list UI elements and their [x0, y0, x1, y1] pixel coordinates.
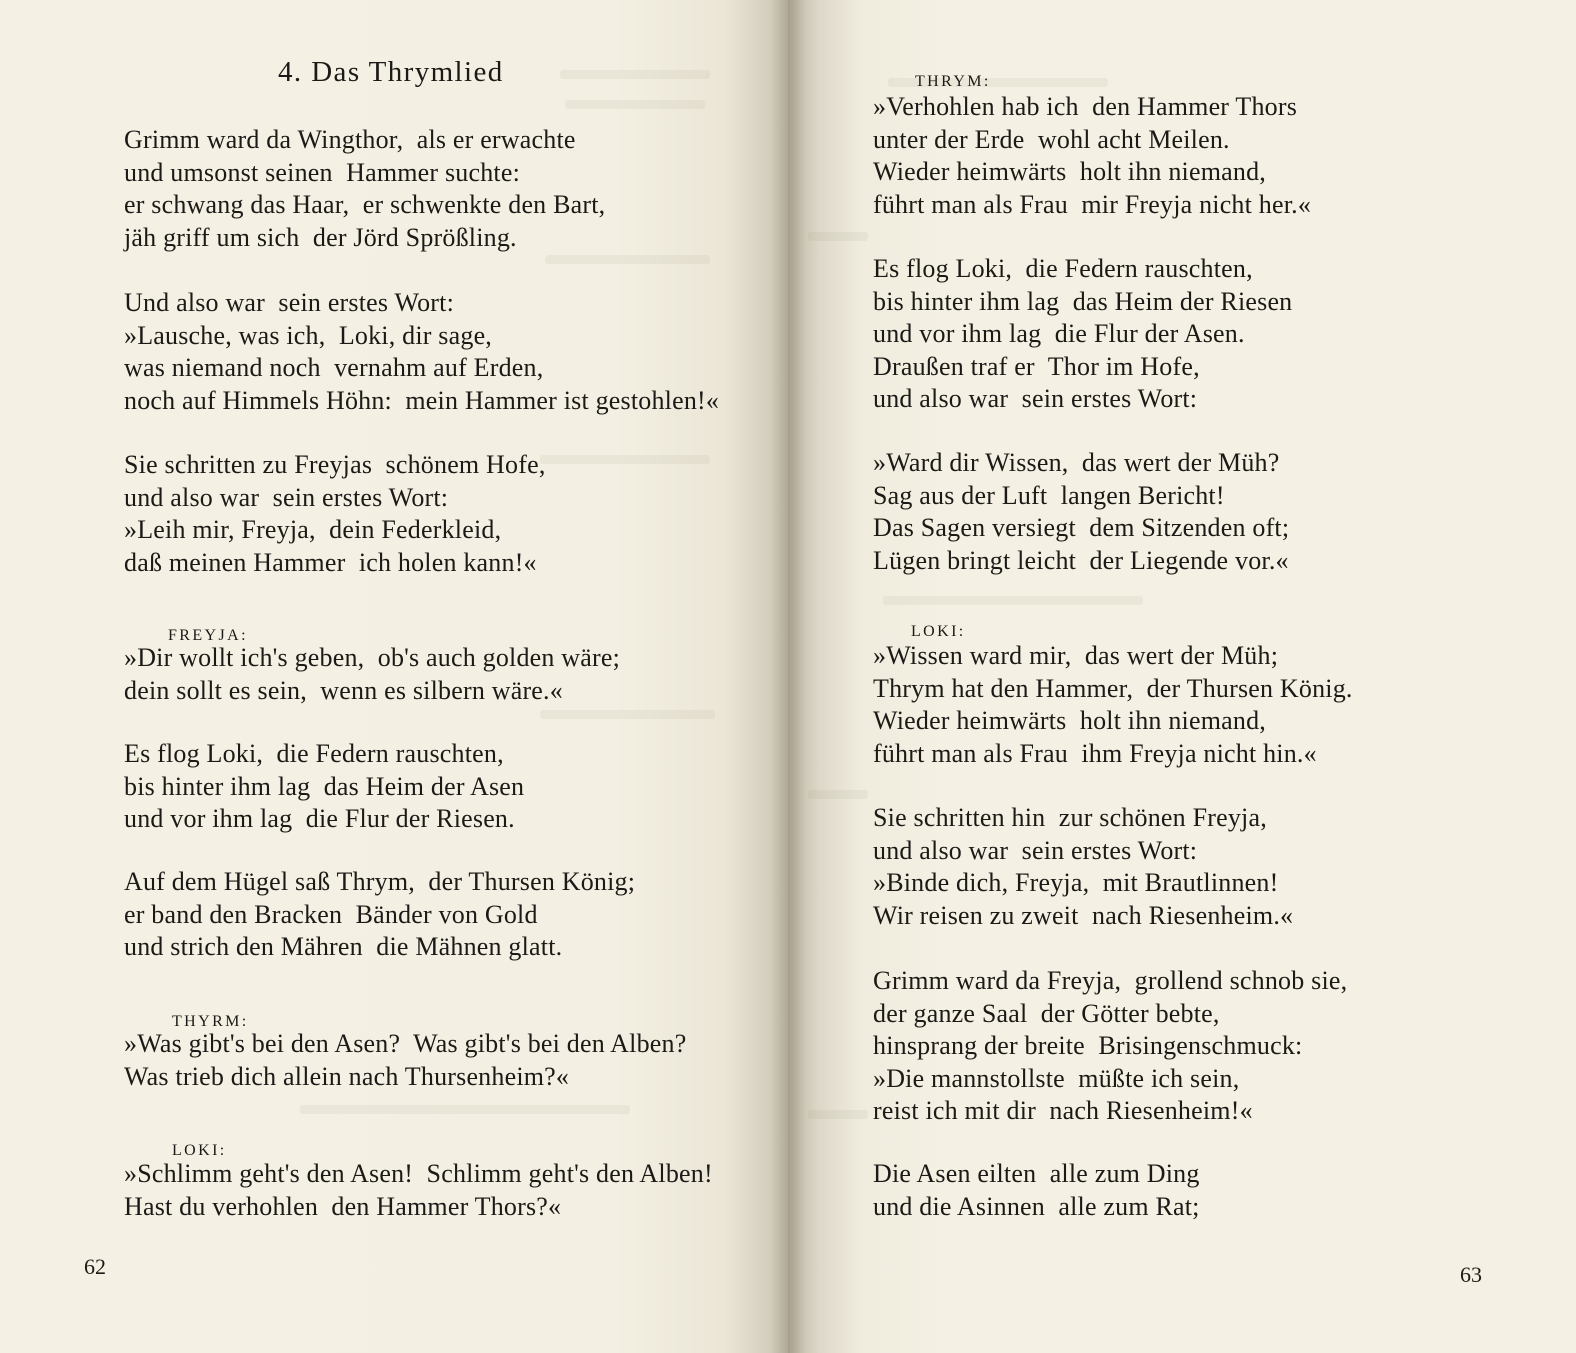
verse-line: Grimm ward da Freyja, grollend schnob sie,	[873, 966, 1348, 995]
stanza	[124, 449, 546, 579]
show-through-mark	[808, 232, 868, 241]
show-through-mark	[545, 255, 710, 264]
show-through-mark	[808, 790, 868, 799]
verse-line: daß meinen Hammer ich holen kann!«	[124, 547, 537, 577]
verse-line: Es flog Loki, die Federn rauschten,	[873, 254, 1253, 283]
show-through-mark	[560, 70, 710, 79]
verse-line: Lügen bringt leicht der Liegende vor.«	[873, 545, 1289, 575]
verse-line: Wir reisen zu zweit nach Riesenheim.«	[873, 900, 1294, 930]
stanza	[873, 91, 1311, 221]
stanza	[873, 253, 1292, 416]
stanza	[124, 642, 620, 707]
verse-line: und die Asinnen alle zum Rat;	[873, 1191, 1200, 1221]
show-through-mark	[540, 710, 715, 719]
verse-line: »Ward dir Wissen, das wert der Müh?	[873, 448, 1280, 477]
verse-line: unter der Erde wohl acht Meilen.	[873, 124, 1230, 154]
stanza	[124, 866, 635, 964]
verse-line: führt man als Frau mir Freyja nicht her.«	[873, 189, 1312, 219]
speaker-label: LOKI:	[911, 623, 966, 640]
verse-line: Grimm ward da Wingthor, als er erwachte	[124, 125, 576, 154]
stanza	[873, 965, 1347, 1128]
verse-line: und also war sein erstes Wort:	[124, 482, 449, 512]
page-number: 62	[84, 1254, 106, 1279]
poem-title: 4. Das Thrymlied	[278, 56, 504, 88]
verse-line: »Lausche, was ich, Loki, dir sage,	[124, 320, 493, 350]
verse-line: und also war sein erstes Wort:	[873, 835, 1198, 865]
verse-line: und umsonst seinen Hammer suchte:	[124, 157, 521, 187]
show-through-mark	[808, 1110, 868, 1119]
stanza	[124, 1028, 686, 1093]
speaker-label: FREYJA:	[168, 627, 248, 644]
verse-line: der ganze Saal der Götter bebte,	[873, 998, 1220, 1028]
speaker-label: THYRM:	[172, 1013, 249, 1030]
verse-line: Sag aus der Luft langen Bericht!	[873, 480, 1225, 510]
verse-line: und vor ihm lag die Flur der Asen.	[873, 319, 1245, 348]
verse-line: was niemand noch vernahm auf Erden,	[124, 353, 544, 382]
verse-line: er band den Bracken Bänder von Gold	[124, 899, 538, 929]
verse-line: »Verhohlen hab ich den Hammer Thors	[873, 92, 1298, 121]
stanza	[873, 447, 1289, 577]
verse-line: »Dir wollt ich's geben, ob's auch golden wäre;	[124, 643, 621, 672]
verse-line: »Schlimm geht's den Asen! Schlimm geht's den Alben!	[124, 1159, 713, 1188]
page-number: 63	[1460, 1262, 1482, 1287]
stanza	[124, 124, 605, 254]
stanza	[124, 738, 524, 836]
verse-line: Das Sagen versiegt dem Sitzenden oft;	[873, 513, 1290, 542]
verse-line: »Wissen ward mir, das wert der Müh;	[873, 641, 1279, 670]
book-gutter	[770, 0, 806, 1353]
verse-line: noch auf Himmels Höhn: mein Hammer ist gestohlen!«	[124, 385, 720, 415]
verse-line: »Leih mir, Freyja, dein Federkleid,	[124, 515, 502, 544]
stanza	[873, 1158, 1200, 1223]
show-through-mark	[300, 1105, 630, 1114]
verse-line: hinsprang der breite Brisingenschmuck:	[873, 1031, 1303, 1060]
speaker-label: LOKI:	[172, 1142, 227, 1159]
verse-line: Und also war sein erstes Wort:	[124, 288, 455, 317]
verse-line: und vor ihm lag die Flur der Riesen.	[124, 804, 515, 833]
verse-line: Wieder heimwärts holt ihn niemand,	[873, 157, 1266, 186]
verse-line: dein sollt es sein, wenn es silbern wäre.«	[124, 675, 563, 705]
stanza	[124, 1158, 713, 1223]
verse-line: Draußen traf er Thor im Hofe,	[873, 351, 1200, 381]
verse-line: »Die mannstollste müßte ich sein,	[873, 1063, 1240, 1093]
verse-line: und strich den Mähren die Mähnen glatt.	[124, 932, 563, 961]
verse-line: Sie schritten hin zur schönen Freyja,	[873, 803, 1267, 832]
verse-line: Thrym hat den Hammer, der Thursen König.	[873, 673, 1353, 703]
verse-line: »Was gibt's bei den Asen? Was gibt's bei den Alben?	[124, 1029, 687, 1058]
verse-line: Die Asen eilten alle zum Ding	[873, 1159, 1200, 1188]
stanza	[873, 802, 1293, 932]
verse-line: bis hinter ihm lag das Heim der Riesen	[873, 286, 1293, 316]
show-through-mark	[565, 100, 705, 109]
verse-line: er schwang das Haar, er schwenkte den Bart,	[124, 190, 606, 219]
verse-line: Auf dem Hügel saß Thrym, der Thursen König;	[124, 867, 636, 896]
right-page	[788, 0, 1576, 1353]
verse-line: Sie schritten zu Freyjas schönem Hofe,	[124, 450, 546, 479]
verse-line: »Binde dich, Freyja, mit Brautlinnen!	[873, 868, 1279, 897]
verse-line: reist ich mit dir nach Riesenheim!«	[873, 1096, 1253, 1125]
verse-line: bis hinter ihm lag das Heim der Asen	[124, 771, 525, 801]
verse-line: Was trieb dich allein nach Thursenheim?«	[124, 1061, 570, 1091]
stanza	[124, 287, 719, 417]
speaker-label: THRYM:	[915, 73, 991, 90]
stanza	[873, 640, 1353, 770]
verse-line: und also war sein erstes Wort:	[873, 384, 1198, 413]
verse-line: führt man als Frau ihm Freyja nicht hin.«	[873, 738, 1317, 768]
verse-line: Hast du verhohlen den Hammer Thors?«	[124, 1191, 562, 1221]
verse-line: Es flog Loki, die Federn rauschten,	[124, 739, 504, 768]
show-through-mark	[540, 455, 710, 464]
verse-line: jäh griff um sich der Jörd Sprößling.	[124, 222, 517, 252]
show-through-mark	[883, 596, 1143, 605]
verse-line: Wieder heimwärts holt ihn niemand,	[873, 706, 1266, 735]
